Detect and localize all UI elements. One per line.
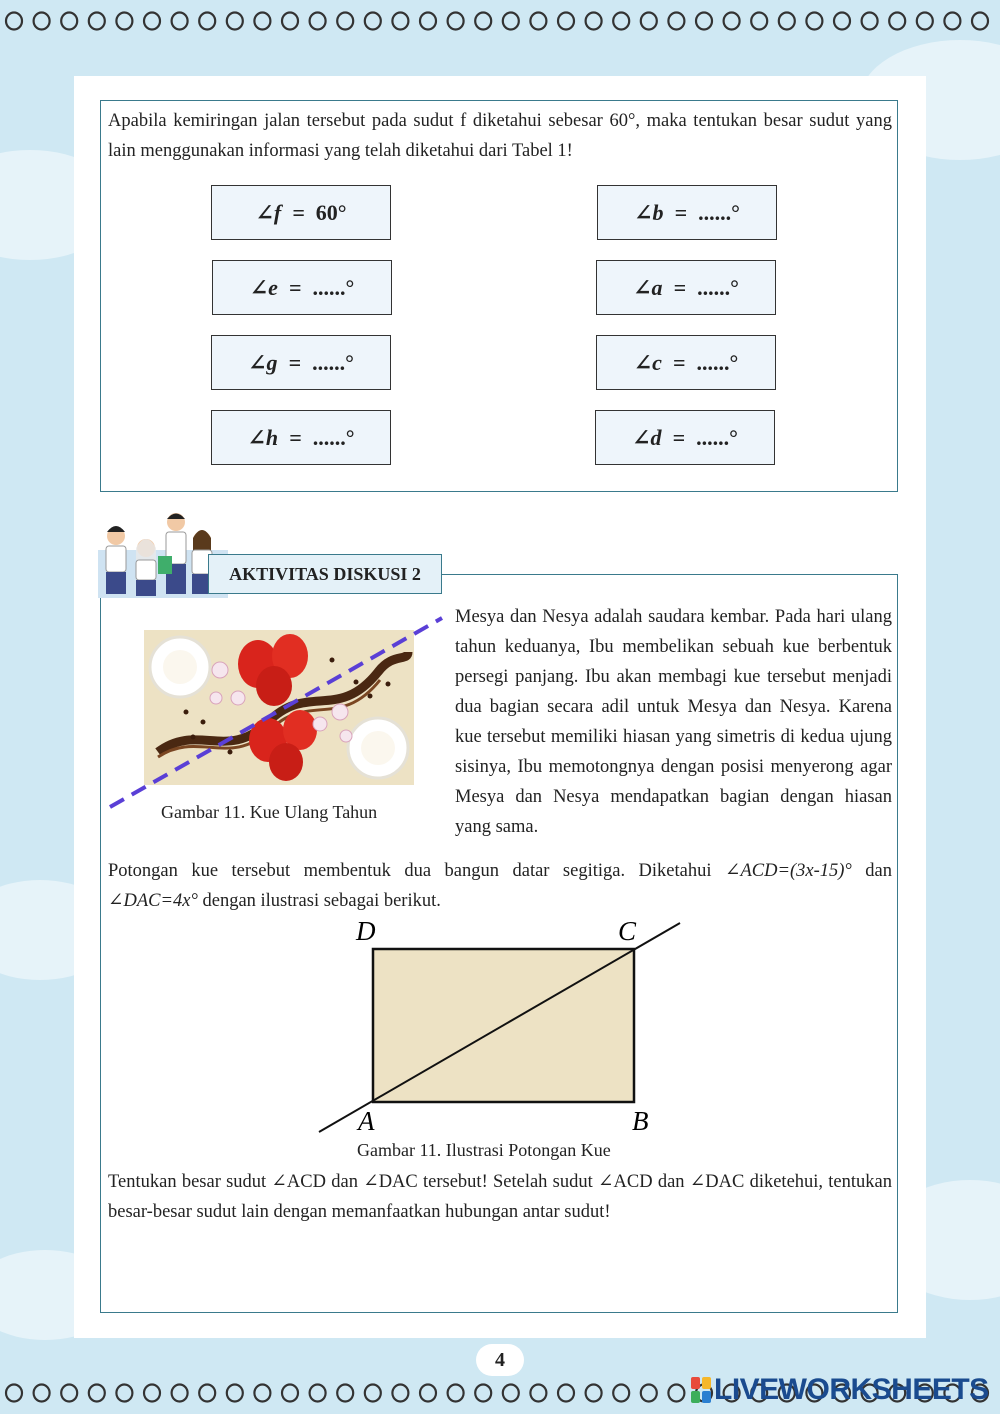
binding-ring (254, 1385, 270, 1402)
binding-ring (365, 13, 381, 30)
angle-label: ∠b (634, 199, 664, 225)
binding-ring (834, 13, 850, 30)
binding-ring (420, 13, 436, 30)
binding-ring (420, 1385, 436, 1402)
activity2-story: Mesya dan Nesya adalah saudara kembar. Pada hari ulang tahun keduanya, Ibu membelikan sebuah kue berbentuk persegi panjang. Ibu akan membagi kue tersebut menjadi dua bagian secara adil untuk Mesya dan Nesya. Karena kue tersebut memiliki hiasan yang simetris di kedua ujung sisinya, Ibu memotongnya dengan posisi menyerong agar Mesya dan Nesya mendapatkan bagian dengan hiasan yang sama. (455, 607, 892, 837)
angle-acd-expression: ∠ACD=(3x-15)° (724, 861, 852, 881)
angle-label: ∠h (247, 424, 279, 450)
angle-label: ∠c (633, 349, 662, 375)
angle-value: ......° (697, 274, 739, 300)
binding-ring (668, 13, 684, 30)
binding-ring (668, 1385, 684, 1402)
angle-label: ∠d (632, 424, 662, 450)
activity1-instruction: Apabila kemiringan jalan tersebut pada sudut f diketahui sebesar 60°, maka tentukan besar sudut yang lain menggunakan informasi yang telah diketahui dari Tabel 1! (108, 111, 892, 161)
binding-ring (337, 1385, 353, 1402)
diagram-caption: Gambar 11. Ilustrasi Potongan Kue (357, 1140, 611, 1160)
binding-ring (310, 1385, 326, 1402)
binding-ring (586, 1385, 602, 1402)
binding-ring (724, 13, 740, 30)
angle-a-box[interactable]: ∠a = ......° (596, 260, 776, 315)
angle-label: ∠f (255, 199, 282, 225)
binding-ring (144, 13, 160, 30)
binding-ring (254, 13, 270, 30)
binding-ring (972, 13, 988, 30)
angle-label: ∠e (249, 274, 278, 300)
binding-ring (613, 13, 629, 30)
binding-ring (806, 13, 822, 30)
binding-ring (116, 13, 132, 30)
and-word: dan (865, 861, 892, 881)
binding-ring (696, 13, 712, 30)
binding-ring (34, 13, 50, 30)
binding-ring (530, 13, 546, 30)
binding-ring (116, 1385, 132, 1402)
angle-value: ......° (696, 424, 738, 450)
binding-ring (227, 13, 243, 30)
binding-ring (558, 13, 574, 30)
angle-c-box[interactable]: ∠c = ......° (596, 335, 776, 390)
activity2-question: Tentukan besar sudut ∠ACD dan ∠DAC tersebut! Setelah sudut ∠ACD dan ∠DAC diketehui, tentukan besar-besar sudut lain dengan memanfaatkan hubungan antar sudut! (108, 1172, 892, 1222)
binding-ring (751, 13, 767, 30)
binding-ring (337, 13, 353, 30)
binding-ring (392, 1385, 408, 1402)
angle-label: ∠a (633, 274, 663, 300)
binding-ring (172, 1385, 188, 1402)
angle-value: ......° (696, 349, 739, 375)
binding-ring (641, 1385, 657, 1402)
cake-caption: Gambar 11. Kue Ulang Tahun (161, 802, 378, 822)
vertex-label-a: A (358, 1106, 375, 1136)
binding-ring (282, 13, 298, 30)
binding-ring (392, 13, 408, 30)
vertex-label-d: D (356, 916, 376, 946)
vertex-label-b: B (632, 1106, 649, 1136)
intro-end: dengan ilustrasi sebagai berikut. (202, 891, 441, 911)
binding-ring (586, 13, 602, 30)
angle-f-box[interactable]: ∠f = 60° (211, 185, 391, 240)
binding-ring (475, 13, 491, 30)
angle-b-box[interactable]: ∠b = ......° (597, 185, 777, 240)
angle-value: ......° (698, 199, 740, 225)
binding-ring (613, 1385, 629, 1402)
binding-ring (365, 1385, 381, 1402)
binding-ring (144, 1385, 160, 1402)
binding-ring (944, 13, 960, 30)
binding-ring (862, 13, 878, 30)
angle-value: ......° (312, 424, 355, 450)
binding-ring (917, 13, 933, 30)
binding-ring (530, 1385, 546, 1402)
binding-ring (889, 13, 905, 30)
binding-ring (172, 13, 188, 30)
angle-value: ......° (312, 349, 354, 375)
liveworksheets-brand: LIVEWORKSHEETS (714, 1373, 989, 1406)
cake-illustration (108, 612, 448, 812)
activity2-title: AKTIVITAS DISKUSI 2 (208, 554, 442, 594)
binding-ring (310, 13, 326, 30)
activity2-intro (108, 856, 892, 916)
angle-d-box[interactable]: ∠d = ......° (595, 410, 775, 465)
angle-label: ∠g (248, 349, 278, 375)
binding-ring (475, 1385, 491, 1402)
binding-ring (6, 13, 22, 30)
binding-ring (6, 1385, 22, 1402)
liveworksheets-icon (690, 1376, 712, 1404)
top-binding-rings (0, 6, 1000, 36)
vertex-label-c: C (618, 916, 637, 946)
binding-ring (503, 13, 519, 30)
binding-ring (61, 13, 77, 30)
binding-ring (61, 1385, 77, 1402)
intro-text: Potongan kue tersebut membentuk dua bangun datar segitiga. Diketahui (108, 861, 712, 881)
binding-ring (558, 1385, 574, 1402)
binding-ring (199, 1385, 215, 1402)
cake-cut-diagram (300, 912, 700, 1137)
angle-dac-expression: ∠DAC=4x° (108, 891, 198, 911)
binding-ring (448, 13, 464, 30)
angle-value: ......° (312, 274, 355, 300)
angle-e-box[interactable]: ∠e = ......° (212, 260, 392, 315)
binding-ring (282, 1385, 298, 1402)
binding-ring (503, 1385, 519, 1402)
angle-value: 60° (315, 199, 347, 225)
angle-h-box[interactable]: ∠h = ......° (211, 410, 391, 465)
page-number: 4 (476, 1344, 524, 1376)
binding-ring (227, 1385, 243, 1402)
binding-ring (779, 13, 795, 30)
binding-ring (199, 13, 215, 30)
liveworksheets-logo[interactable] (690, 1370, 989, 1410)
binding-ring (89, 1385, 105, 1402)
angle-g-box[interactable]: ∠g = ......° (211, 335, 391, 390)
binding-ring (89, 13, 105, 30)
binding-ring (641, 13, 657, 30)
binding-ring (448, 1385, 464, 1402)
binding-ring (34, 1385, 50, 1402)
